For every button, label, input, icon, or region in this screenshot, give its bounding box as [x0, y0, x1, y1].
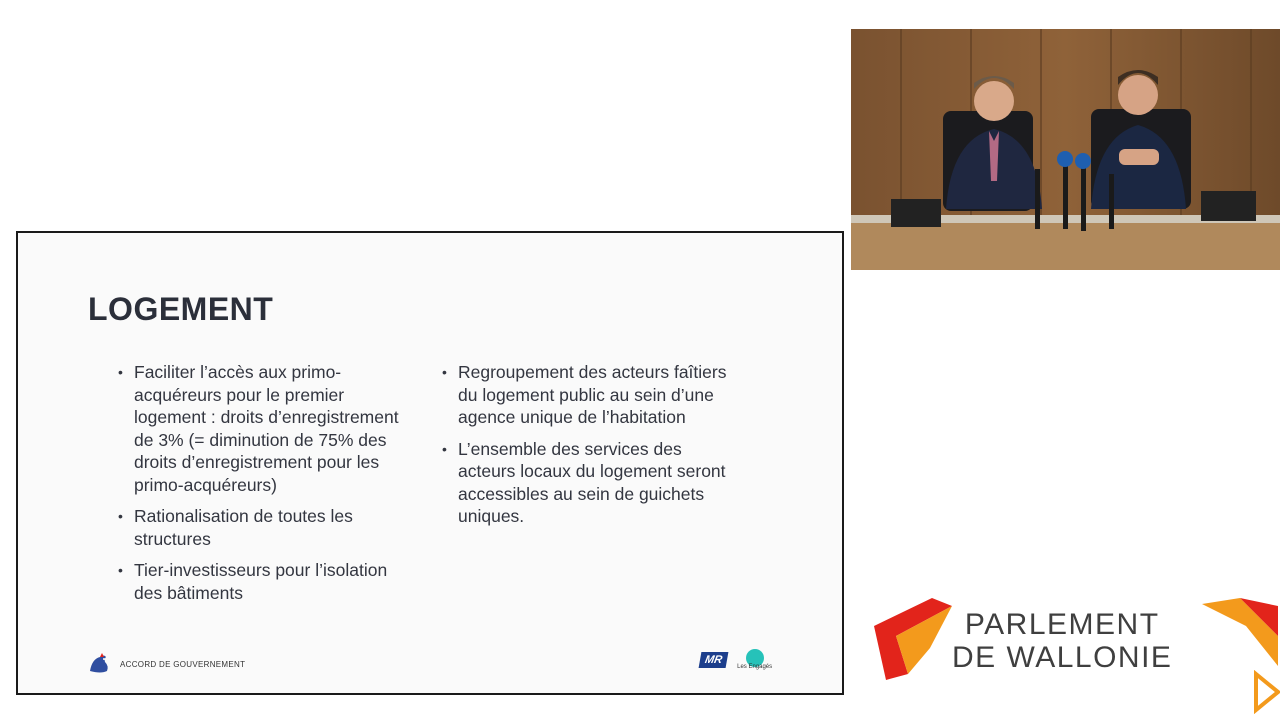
party-logos [700, 649, 772, 670]
parliament-logo [872, 596, 1280, 696]
bullet-item: • L’ensemble des services des acteurs locaux du logement seront accessibles au sein de guichets uniques. [442, 438, 742, 528]
live-video-feed [851, 29, 1280, 270]
footer-label: ACCORD DE GOUVERNEMENT [120, 659, 246, 669]
mr-logo: MR [699, 652, 729, 668]
parliament-name-line1: PARLEMENT [964, 608, 1160, 641]
bullet-item: • Tier-investisseurs pour l’isolation des bâtiments [118, 559, 418, 604]
slide-footer [86, 651, 245, 677]
presentation-slide [16, 231, 844, 695]
parliament-name-line2: DE WALLONIE [952, 641, 1173, 674]
slide-title: LOGEMENT [88, 291, 274, 327]
logo-left-chevron [872, 596, 962, 696]
parliament-name [952, 608, 1172, 674]
play-icon[interactable] [1252, 670, 1280, 714]
wallonia-rooster-logo [86, 651, 112, 677]
bullet-item: • Faciliter l’accès aux primo-acquéreurs pour le premier logement : droits d’enregistrement de 3% (= diminution de 75% des droits d’enregistrement pour les primo-acquéreurs) [118, 361, 418, 496]
bullet-item: • Regroupement des acteurs faîtiers du logement public au sein d’une agence unique de l’habitation [442, 361, 742, 429]
bullet-item: • Rationalisation de toutes les structures [118, 505, 418, 550]
engages-label: Les Engagés [737, 664, 773, 670]
slide-left-column [118, 361, 418, 613]
slide-right-column [442, 361, 742, 537]
engages-logo [737, 649, 772, 670]
